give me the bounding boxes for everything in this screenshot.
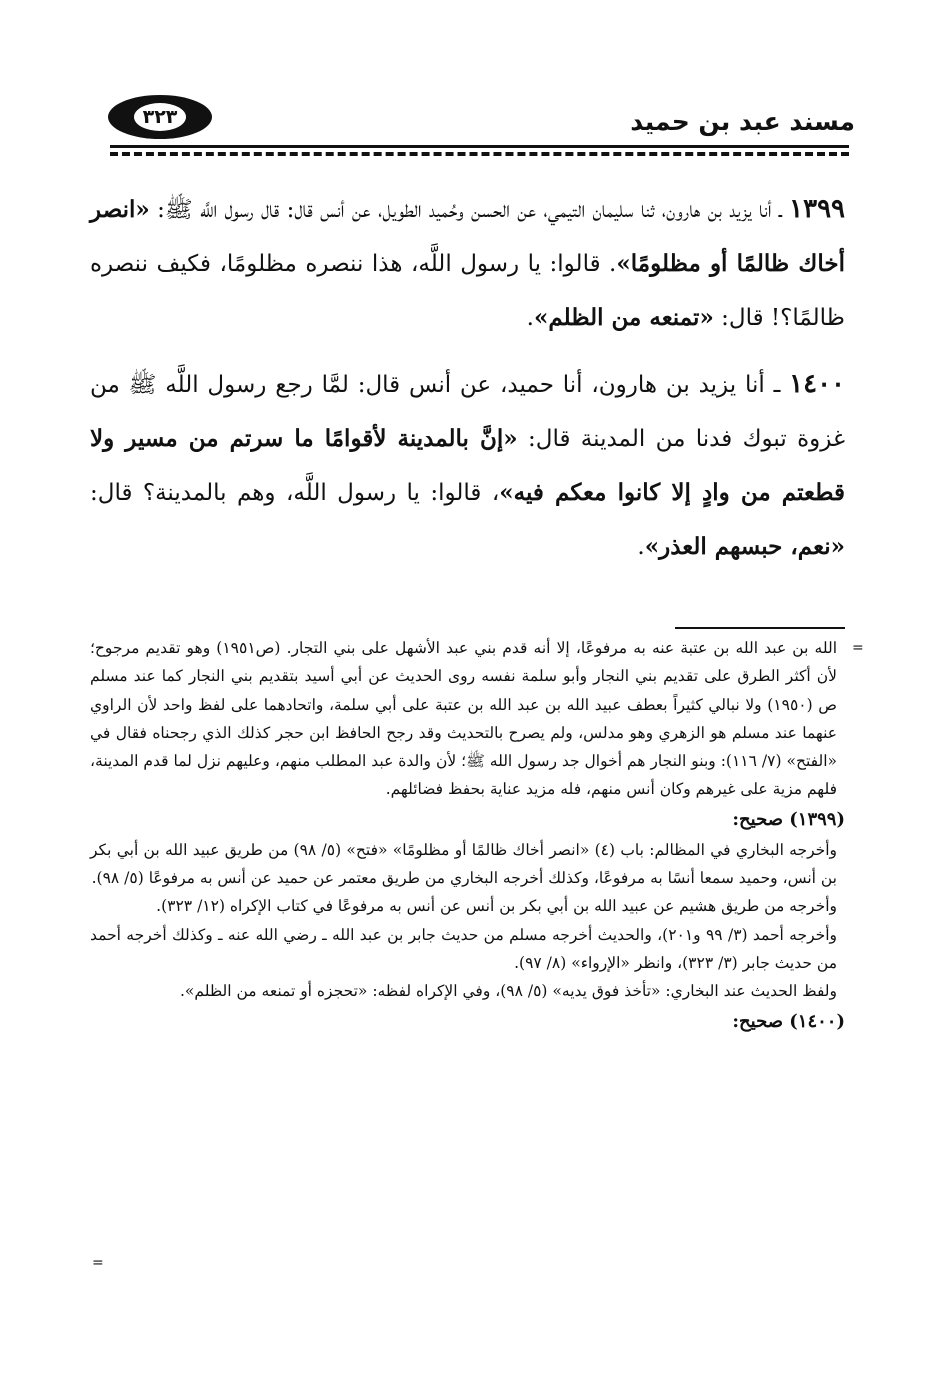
hadith-text: ، قالوا: يا رسول اللَّه، وهم بالمدينة؟ قال: <box>90 480 500 506</box>
page-number-badge <box>110 97 210 137</box>
footnote-paragraph: وأخرجه من طريق هشيم عن عبيد الله بن أبي بكر بن أنس عن أنس به مرفوعًا في كتاب الإكراه (١٢/ ٣٢٣). <box>156 897 837 916</box>
hadith-number: ١٤٠٠ <box>789 369 845 399</box>
hadith-section <box>90 182 845 586</box>
header-dashed-rule <box>110 152 849 156</box>
hadith-number: ١٣٩٩ <box>789 194 845 224</box>
page-number: ٣٢٣ <box>134 103 186 131</box>
hadith-text: ـ أنا يزيد بن هارون، أنا حميد، عن أنس قال: لمَّا رجع رسول اللَّه ﷺ من غزوة تبوك فدنا من المدينة قال: <box>90 372 845 452</box>
continuation-mark: = <box>92 1255 104 1271</box>
footnote-paragraph: وأخرجه البخاري في المظالم: باب (٤) «انصر أخاك ظالمًا أو مظلومًا» «فتح» (٥/ ٩٨) من طريق عبيد الله بن أبي بكر بن أنس، وحميد سمعا أنسًا به مرفوعًا، وكذلك أخرجه البخاري من طريق معتمر عن حميد عن أنس به مرفوعًا (٥/ ٩٨). <box>90 840 838 888</box>
continuation-mark: = <box>852 640 864 656</box>
hadith-quote: «انصر أخاك ظالمًا أو مظلومًا» <box>90 196 845 277</box>
hadith-text: . <box>526 305 534 331</box>
hadith-1399 <box>90 182 845 345</box>
footnote-paragraph: وأخرجه أحمد (٣/ ٩٩ و٢٠١)، والحديث أخرجه مسلم من حديث جابر بن عبد الله ـ رضي الله عنه ـ وكذلك أخرجه أحمد من حديث جابر (٣/ ٣٢٣)، وانظر «الإرواء» (٨/ ٩٧). <box>90 925 837 972</box>
footnote-paragraph: ولفظ الحديث عند البخاري: «تأخذ فوق يديه» (٥/ ٩٨)، وفي الإكراه لفظه: «تحجزه أو تمنعه من الظلم». <box>179 982 837 1001</box>
footnote-continuation: الله بن عبد الله بن عتبة عنه به مرفوعًا، إلا أنه قدم بني عبد الأشهل على بني التجار. (ص١٩٥١) وهو تقديم مرجوح؛ لأن أكثر الطرق على تقديم بني النجار وأبو سلمة نفسه روى الحديث عن أبي أسيد بتقديم بني النجار كما عند مسلم ص (١٩٥٠) ولا نبالي كثيراً بعطف عبيد الله بن عبد الله بن عتبة على أبي سلمة، واتحادهما على لفظ واحد لأن الراوي عنهما عند مسلم هو الزهري وهو مدلس، ولم يصرح بالتحديث وقد رجح الحافظ ابن حجر كذلك الذي رجحناه فقال في «الفتح» (٧/ ١١٦): وبنو النجار هم أخوال جد رسول الله ﷺ؛ لأن والدة عبد المطلب منهم، وعليهم نزل لما قدم المدينة، فلهم مزية على غيرهم وكان أنس منهم، فله مزيد عناية بحفظ فضائلهم. <box>90 639 838 799</box>
hadith-text: . قالوا: يا رسول اللَّه، هذا ننصره مظلومًا، فكيف ننصره ظالمًا؟! قال: <box>90 251 845 331</box>
hadith-quote: «تمنعه من الظلم» <box>533 304 714 331</box>
footnote-heading-1399: (١٣٩٩) صحيح: <box>732 808 845 830</box>
header-rule <box>110 145 849 148</box>
footnote-rule <box>675 627 845 629</box>
hadith-text: . <box>637 534 645 560</box>
footnotes <box>90 634 845 1038</box>
hadith-quote: «نعم، حبسهم العذر» <box>644 533 845 560</box>
hadith-1400 <box>90 357 845 574</box>
footnote-heading-1400: (١٤٠٠) صحيح: <box>732 1010 845 1032</box>
book-title: مسند عبد بن حميد <box>630 107 855 136</box>
hadith-quote: «إنَّ بالمدينة لأقوامًا ما سرتم من مسير ولا قطعتم من وادٍ إلا كانوا معكم فيه» <box>90 425 846 506</box>
hadith-text: ـ أنا يزيد بن هارون، ثنا سليمان التيمي، عن الحسن وحُميد الطويل، عن أنس قال: قال رسول اللَّه ﷺ: <box>149 197 790 223</box>
